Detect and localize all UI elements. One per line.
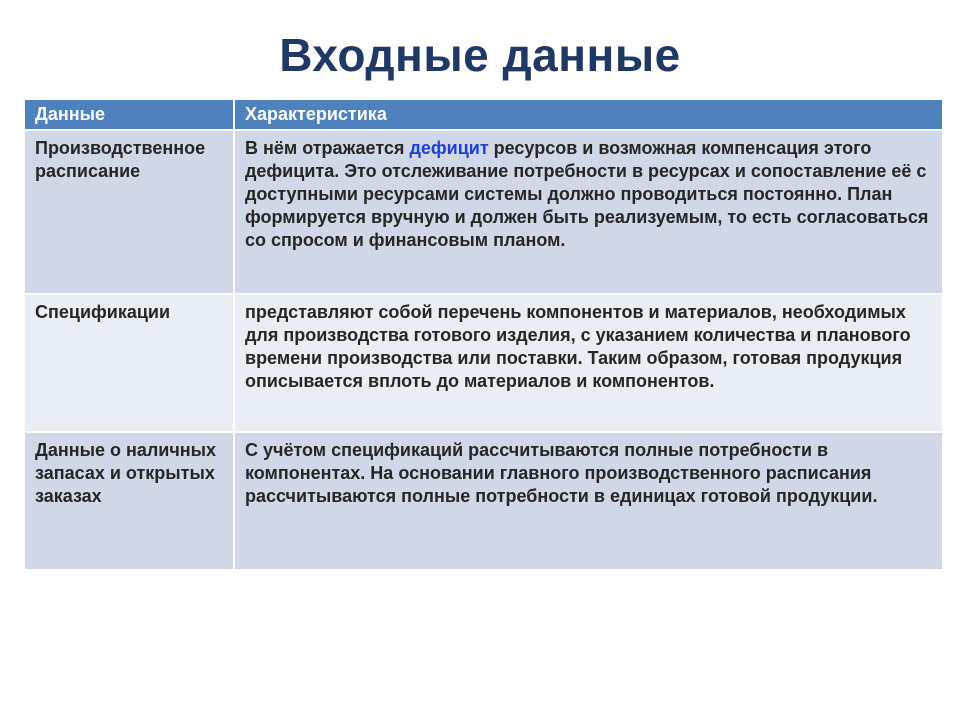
row-name: Спецификации	[24, 294, 234, 432]
desc-text: ресурсов и возможная компенсация этого дефицита. Это отслеживание потребности в ресурсах и сопоставление её с доступными ресурсами системы должно проводиться постоянно. План формируется вручную и должен быть реализуемым, то есть согласоваться со спросом и финансовым планом.	[245, 138, 929, 250]
desc-text: В нём отражается	[245, 138, 410, 158]
table-header-row	[24, 99, 943, 130]
row-description: С учётом спецификаций рассчитываются полные потребности в компонентах. На основании главного производственного расписания рассчитываются полные потребности в единицах готовой продукции.	[234, 432, 943, 570]
table-row	[24, 130, 943, 294]
table-row	[24, 432, 943, 570]
row-description: представляют собой перечень компонентов и материалов, необходимых для производства готового изделия, с указанием количества и планового времени производства или поставки. Таким образом, готовая продукция описывается вплоть до материалов и компонентов.	[234, 294, 943, 432]
page-title: Входные данные	[279, 29, 681, 81]
row-description	[234, 130, 943, 294]
row-name: Данные о наличных запасах и открытых заказах	[24, 432, 234, 570]
data-table	[23, 98, 944, 571]
header-data: Данные	[24, 99, 234, 130]
highlighted-term: дефицит	[409, 138, 489, 158]
row-name: Производственное расписание	[24, 130, 234, 294]
table-row	[24, 294, 943, 432]
header-characteristic: Характеристика	[234, 99, 943, 130]
